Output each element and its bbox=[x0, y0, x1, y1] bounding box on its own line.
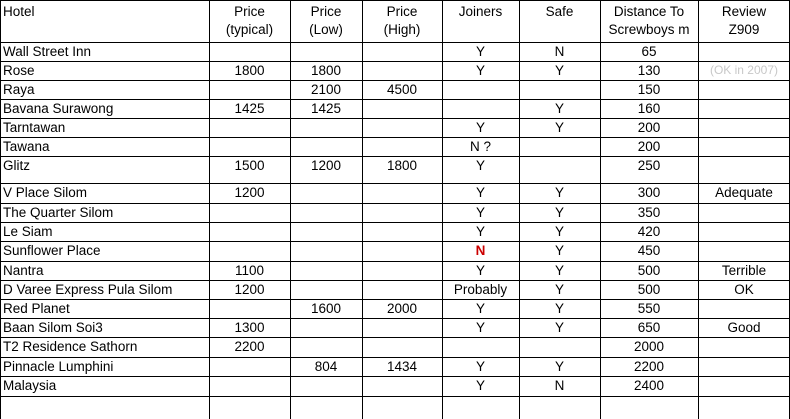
cell-price-high bbox=[362, 241, 442, 261]
cell-price-typical: 1300 bbox=[234, 320, 265, 335]
cell-price-typical: 1200 bbox=[234, 282, 265, 297]
cell-joiners: Y bbox=[475, 63, 485, 78]
cell-price-low bbox=[290, 42, 362, 61]
cell-safe: Y bbox=[554, 301, 564, 316]
cell-price-typical bbox=[209, 42, 290, 61]
cell-joiners bbox=[442, 80, 519, 99]
cell-distance: 2400 bbox=[633, 378, 665, 393]
cell-price-low bbox=[290, 280, 362, 299]
header-line: Joiners bbox=[458, 4, 503, 19]
cell-distance: 500 bbox=[637, 263, 661, 278]
cell-distance: 250 bbox=[637, 158, 661, 173]
cell-hotel: Red Planet bbox=[3, 301, 70, 316]
cell-joiners: Y bbox=[475, 320, 485, 335]
cell-review bbox=[698, 99, 790, 118]
cell-price-typical bbox=[209, 222, 290, 241]
cell-distance: 350 bbox=[637, 205, 661, 220]
cell-price-low bbox=[290, 241, 362, 261]
cell-price-high bbox=[362, 280, 442, 299]
cell-safe: Y bbox=[554, 224, 564, 239]
cell-price-low bbox=[290, 183, 362, 203]
cell-joiners: Probably bbox=[453, 282, 508, 297]
header-line: Price bbox=[234, 4, 265, 19]
cell-joiners: N ? bbox=[469, 139, 491, 154]
cell-joiners: Y bbox=[475, 224, 485, 239]
cell-review bbox=[698, 137, 790, 156]
cell-distance: 150 bbox=[637, 82, 661, 97]
cell-price-typical bbox=[209, 137, 290, 156]
cell-price-typical bbox=[209, 299, 290, 318]
cell-price-low: 1800 bbox=[310, 63, 342, 78]
cell-review: Adequate bbox=[715, 185, 773, 200]
cell-distance: 200 bbox=[637, 120, 661, 135]
cell-price-low: 1200 bbox=[310, 158, 342, 173]
cell-price-high bbox=[362, 99, 442, 118]
cell-price-high bbox=[362, 396, 442, 419]
cell-hotel: Baan Silom Soi3 bbox=[3, 320, 103, 335]
cell-review bbox=[698, 156, 790, 183]
cell-hotel: T2 Residence Sathorn bbox=[3, 339, 138, 354]
cell-distance: 2200 bbox=[633, 359, 665, 374]
cell-safe bbox=[519, 337, 600, 357]
cell-price-typical bbox=[209, 203, 290, 222]
header-line: (Low) bbox=[309, 22, 343, 37]
cell-joiners: Y bbox=[475, 185, 485, 200]
cell-price-high bbox=[362, 337, 442, 357]
cell-price-low bbox=[290, 118, 362, 137]
cell-distance bbox=[600, 396, 698, 419]
header-joiners bbox=[442, 3, 519, 21]
cell-safe: Y bbox=[554, 101, 564, 116]
cell-price-high bbox=[362, 318, 442, 337]
grid-hline bbox=[0, 0, 790, 1]
cell-distance: 450 bbox=[637, 243, 661, 258]
cell-price-high bbox=[362, 203, 442, 222]
cell-review bbox=[698, 299, 790, 318]
cell-hotel: Bavana Surawong bbox=[3, 101, 114, 116]
cell-hotel: Tarntawan bbox=[3, 120, 66, 135]
cell-price-typical bbox=[209, 396, 290, 419]
cell-price-low bbox=[290, 396, 362, 419]
cell-price-low bbox=[290, 261, 362, 280]
cell-price-high bbox=[362, 261, 442, 280]
cell-price-typical bbox=[209, 376, 290, 396]
cell-safe: Y bbox=[554, 120, 564, 135]
cell-hotel: Nantra bbox=[3, 263, 44, 278]
cell-price-typical bbox=[209, 357, 290, 376]
cell-hotel: Rose bbox=[3, 63, 35, 78]
header-line: Price bbox=[386, 4, 418, 19]
cell-hotel: Pinnacle Lumphini bbox=[3, 359, 114, 374]
cell-hotel: D Varee Express Pula Silom bbox=[3, 282, 173, 297]
cell-safe: Y bbox=[554, 359, 564, 374]
cell-distance: 160 bbox=[637, 101, 661, 116]
cell-hotel: V Place Silom bbox=[3, 185, 88, 200]
cell-hotel: Wall Street Inn bbox=[3, 44, 92, 59]
cell-safe bbox=[519, 137, 600, 156]
cell-price-low: 804 bbox=[314, 359, 338, 374]
header-line: Safe bbox=[545, 4, 574, 19]
cell-price-typical: 1800 bbox=[234, 63, 265, 78]
cell-distance: 2000 bbox=[633, 339, 665, 354]
cell-review bbox=[698, 376, 790, 396]
cell-hotel: Glitz bbox=[3, 158, 30, 173]
cell-price-low: 1425 bbox=[310, 101, 342, 116]
cell-review bbox=[698, 337, 790, 357]
cell-price-high: 4500 bbox=[386, 82, 418, 97]
cell-price-high: 2000 bbox=[386, 301, 418, 316]
header-distance bbox=[600, 3, 698, 39]
cell-joiners: Y bbox=[475, 301, 485, 316]
cell-price-typical: 2200 bbox=[234, 339, 265, 354]
cell-price-high: 1800 bbox=[386, 158, 418, 173]
cell-joiners bbox=[442, 99, 519, 118]
cell-distance: 300 bbox=[637, 185, 661, 200]
cell-review bbox=[698, 118, 790, 137]
cell-review bbox=[698, 241, 790, 261]
cell-distance: 420 bbox=[637, 224, 661, 239]
cell-review bbox=[698, 42, 790, 61]
header-line: Hotel bbox=[3, 4, 35, 19]
cell-safe: Y bbox=[554, 243, 564, 258]
cell-review bbox=[698, 396, 790, 419]
cell-price-high bbox=[362, 376, 442, 396]
cell-price-typical: 1500 bbox=[234, 158, 265, 173]
cell-safe bbox=[519, 156, 600, 183]
header-line: (typical) bbox=[225, 22, 274, 37]
cell-hotel: Malaysia bbox=[3, 378, 57, 393]
header-line: Z909 bbox=[728, 22, 760, 37]
header-line: (High) bbox=[383, 22, 421, 37]
cell-price-typical: 1425 bbox=[234, 101, 265, 116]
cell-distance: 500 bbox=[637, 282, 661, 297]
cell-price-high: 1434 bbox=[386, 359, 418, 374]
cell-hotel: Tawana bbox=[3, 139, 50, 154]
cell-price-typical bbox=[209, 241, 290, 261]
header-line: Price bbox=[310, 4, 342, 19]
header-line: Distance To bbox=[613, 4, 685, 19]
cell-hotel: The Quarter Silom bbox=[3, 205, 114, 220]
cell-price-high bbox=[362, 137, 442, 156]
cell-joiners bbox=[442, 396, 519, 419]
cell-distance: 550 bbox=[637, 301, 661, 316]
cell-price-high bbox=[362, 42, 442, 61]
cell-joiners bbox=[442, 337, 519, 357]
cell-price-low: 1600 bbox=[310, 301, 342, 316]
cell-safe: N bbox=[554, 44, 565, 59]
cell-review: OK bbox=[734, 282, 754, 297]
cell-hotel: Le Siam bbox=[3, 224, 53, 239]
cell-price-low bbox=[290, 337, 362, 357]
cell-price-typical bbox=[209, 118, 290, 137]
cell-price-typical bbox=[209, 80, 290, 99]
cell-review: (OK in 2007) bbox=[709, 63, 779, 77]
cell-price-typical: 1200 bbox=[234, 185, 265, 200]
header-price-typical bbox=[209, 3, 290, 39]
cell-joiners: Y bbox=[475, 158, 485, 173]
cell-hotel: Raya bbox=[3, 82, 35, 97]
header-line: Screwboys m bbox=[608, 22, 690, 37]
cell-distance: 200 bbox=[637, 139, 661, 154]
header-price-low bbox=[290, 3, 362, 39]
cell-joiners: Y bbox=[475, 359, 485, 374]
cell-review bbox=[698, 80, 790, 99]
cell-price-low bbox=[290, 222, 362, 241]
header-safe bbox=[519, 3, 600, 21]
cell-price-low bbox=[290, 318, 362, 337]
cell-hotel bbox=[0, 396, 209, 419]
cell-review: Terrible bbox=[721, 263, 767, 278]
cell-safe: Y bbox=[554, 263, 564, 278]
cell-price-high bbox=[362, 183, 442, 203]
cell-distance: 650 bbox=[637, 320, 661, 335]
cell-safe: Y bbox=[554, 282, 564, 297]
header-price-high bbox=[362, 3, 442, 39]
cell-joiners: N bbox=[475, 243, 486, 258]
cell-price-low: 2100 bbox=[310, 82, 342, 97]
cell-distance: 65 bbox=[641, 44, 657, 59]
cell-safe: Y bbox=[554, 205, 564, 220]
header-hotel bbox=[0, 3, 209, 21]
cell-safe: Y bbox=[554, 320, 564, 335]
cell-price-typical: 1100 bbox=[234, 263, 265, 278]
cell-review bbox=[698, 203, 790, 222]
cell-hotel: Sunflower Place bbox=[3, 243, 101, 258]
cell-joiners: Y bbox=[475, 205, 485, 220]
header-line: Review bbox=[721, 4, 767, 19]
cell-joiners: Y bbox=[475, 44, 485, 59]
cell-review bbox=[698, 357, 790, 376]
cell-price-low bbox=[290, 137, 362, 156]
cell-safe: N bbox=[554, 378, 565, 393]
cell-joiners: Y bbox=[475, 120, 485, 135]
header-review bbox=[698, 3, 790, 39]
cell-price-low bbox=[290, 376, 362, 396]
cell-review bbox=[698, 222, 790, 241]
cell-price-high bbox=[362, 118, 442, 137]
cell-safe: Y bbox=[554, 185, 564, 200]
cell-review: Good bbox=[727, 320, 761, 335]
cell-price-high bbox=[362, 61, 442, 80]
cell-price-high bbox=[362, 222, 442, 241]
cell-safe bbox=[519, 396, 600, 419]
cell-joiners: Y bbox=[475, 263, 485, 278]
cell-distance: 130 bbox=[637, 63, 661, 78]
cell-safe bbox=[519, 80, 600, 99]
cell-price-low bbox=[290, 203, 362, 222]
cell-safe: Y bbox=[554, 63, 564, 78]
cell-joiners: Y bbox=[475, 378, 485, 393]
